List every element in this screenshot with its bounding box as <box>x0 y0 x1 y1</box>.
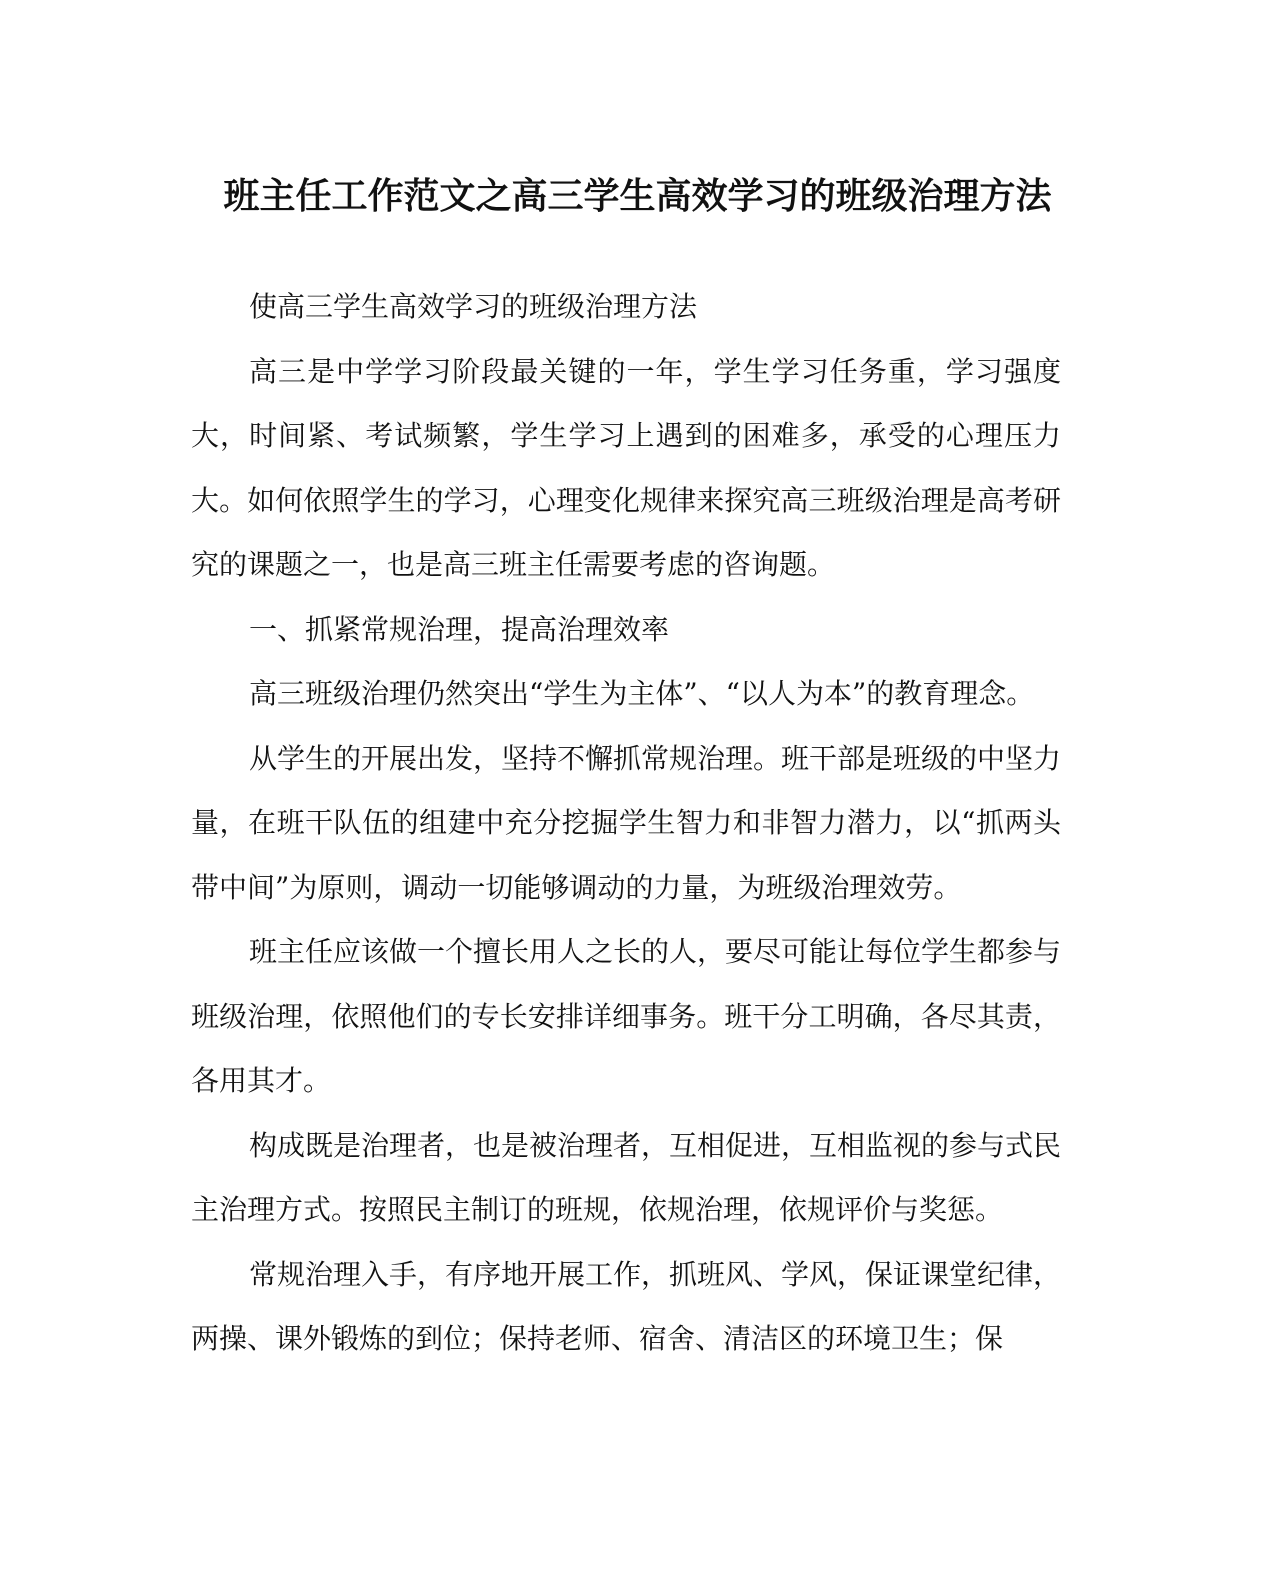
document-body <box>191 275 1061 1372</box>
paragraph: 高三班级治理仍然突出“学生为主体”、“以人为本”的教育理念。 <box>249 677 1035 710</box>
paragraph: 常规治理入手，有序地开展工作，抓班风、学风，保证课堂纪律，两操、课外锻炼的到位；保持老师、宿舍、清洁区的环境卫生；保 <box>191 1257 1062 1355</box>
paragraph-subtitle: 使高三学生高效学习的班级治理方法 <box>249 290 698 323</box>
paragraph: 班主任应该做一个擅长用人之长的人，要尽可能让每位学生都参与班级治理，依照他们的专长安排详细事务。班干分工明确，各尽其责，各用其才。 <box>191 935 1062 1097</box>
paragraph: 从学生的开展出发，坚持不懈抓常规治理。班干部是班级的中坚力量，在班干队伍的组建中充分挖掘学生智力和非智力潜力，以“抓两头带中间”为原则，调动一切能够调动的力量，为班级治理效劳。 <box>191 741 1062 904</box>
document-title: 班主任工作范文之高三学生高效学习的班级治理方法 <box>223 175 1052 217</box>
section-heading-1: 一、抓紧常规治理，提高治理效率 <box>249 612 670 646</box>
paragraph-intro: 高三是中学学习阶段最关键的一年，学生学习任务重，学习强度大，时间紧、考试频繁，学生学习上遇到的困难多，承受的心理压力大。如何依照学生的学习，心理变化规律来探究高三班级治理是高考研究的课题之一，也是高三班主任需要考虑的咨询题。 <box>191 354 1061 581</box>
paragraph: 构成既是治理者，也是被治理者，互相促进，互相监视的参与式民主治理方式。按照民主制订的班规，依规治理，依规评价与奖惩。 <box>191 1128 1062 1226</box>
